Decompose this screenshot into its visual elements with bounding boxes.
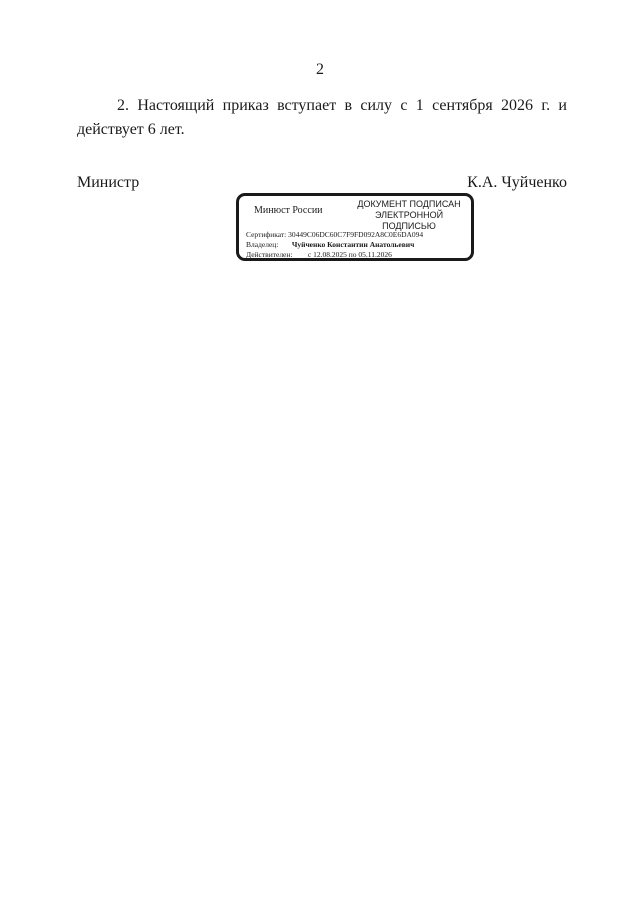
- valid-value: с 12.08.2025 по 05.11.2026: [307, 250, 392, 259]
- certificate-value: 30449C06DC60C7F9FD092A8C0E6DA094: [288, 230, 424, 239]
- owner-value: Чуйченко Константин Анатольевич: [291, 240, 415, 249]
- stamp-title-line2: ЭЛЕКТРОННОЙ ПОДПИСЬЮ: [374, 210, 444, 231]
- signature-row: [77, 174, 567, 192]
- signer-position: Министр: [77, 174, 140, 191]
- valid-label: Действителен:: [246, 250, 293, 259]
- order-paragraph: 2. Настоящий приказ вступает в силу с 1 сентября 2026 г. и действует 6 лет.: [77, 97, 567, 138]
- electronic-signature-stamp: [236, 193, 474, 261]
- stamp-title: [347, 199, 471, 232]
- stamp-organization: Минюст России: [254, 205, 323, 216]
- stamp-certificate: [246, 230, 423, 239]
- stamp-validity: [246, 250, 392, 259]
- certificate-label: Сертификат:: [246, 230, 287, 239]
- page-number: 2: [316, 61, 324, 78]
- stamp-title-line1: ДОКУМЕНТ ПОДПИСАН: [357, 199, 461, 209]
- stamp-owner: [246, 240, 414, 249]
- signer-name: К.А. Чуйченко: [467, 174, 567, 191]
- owner-label: Владелец:: [246, 240, 279, 249]
